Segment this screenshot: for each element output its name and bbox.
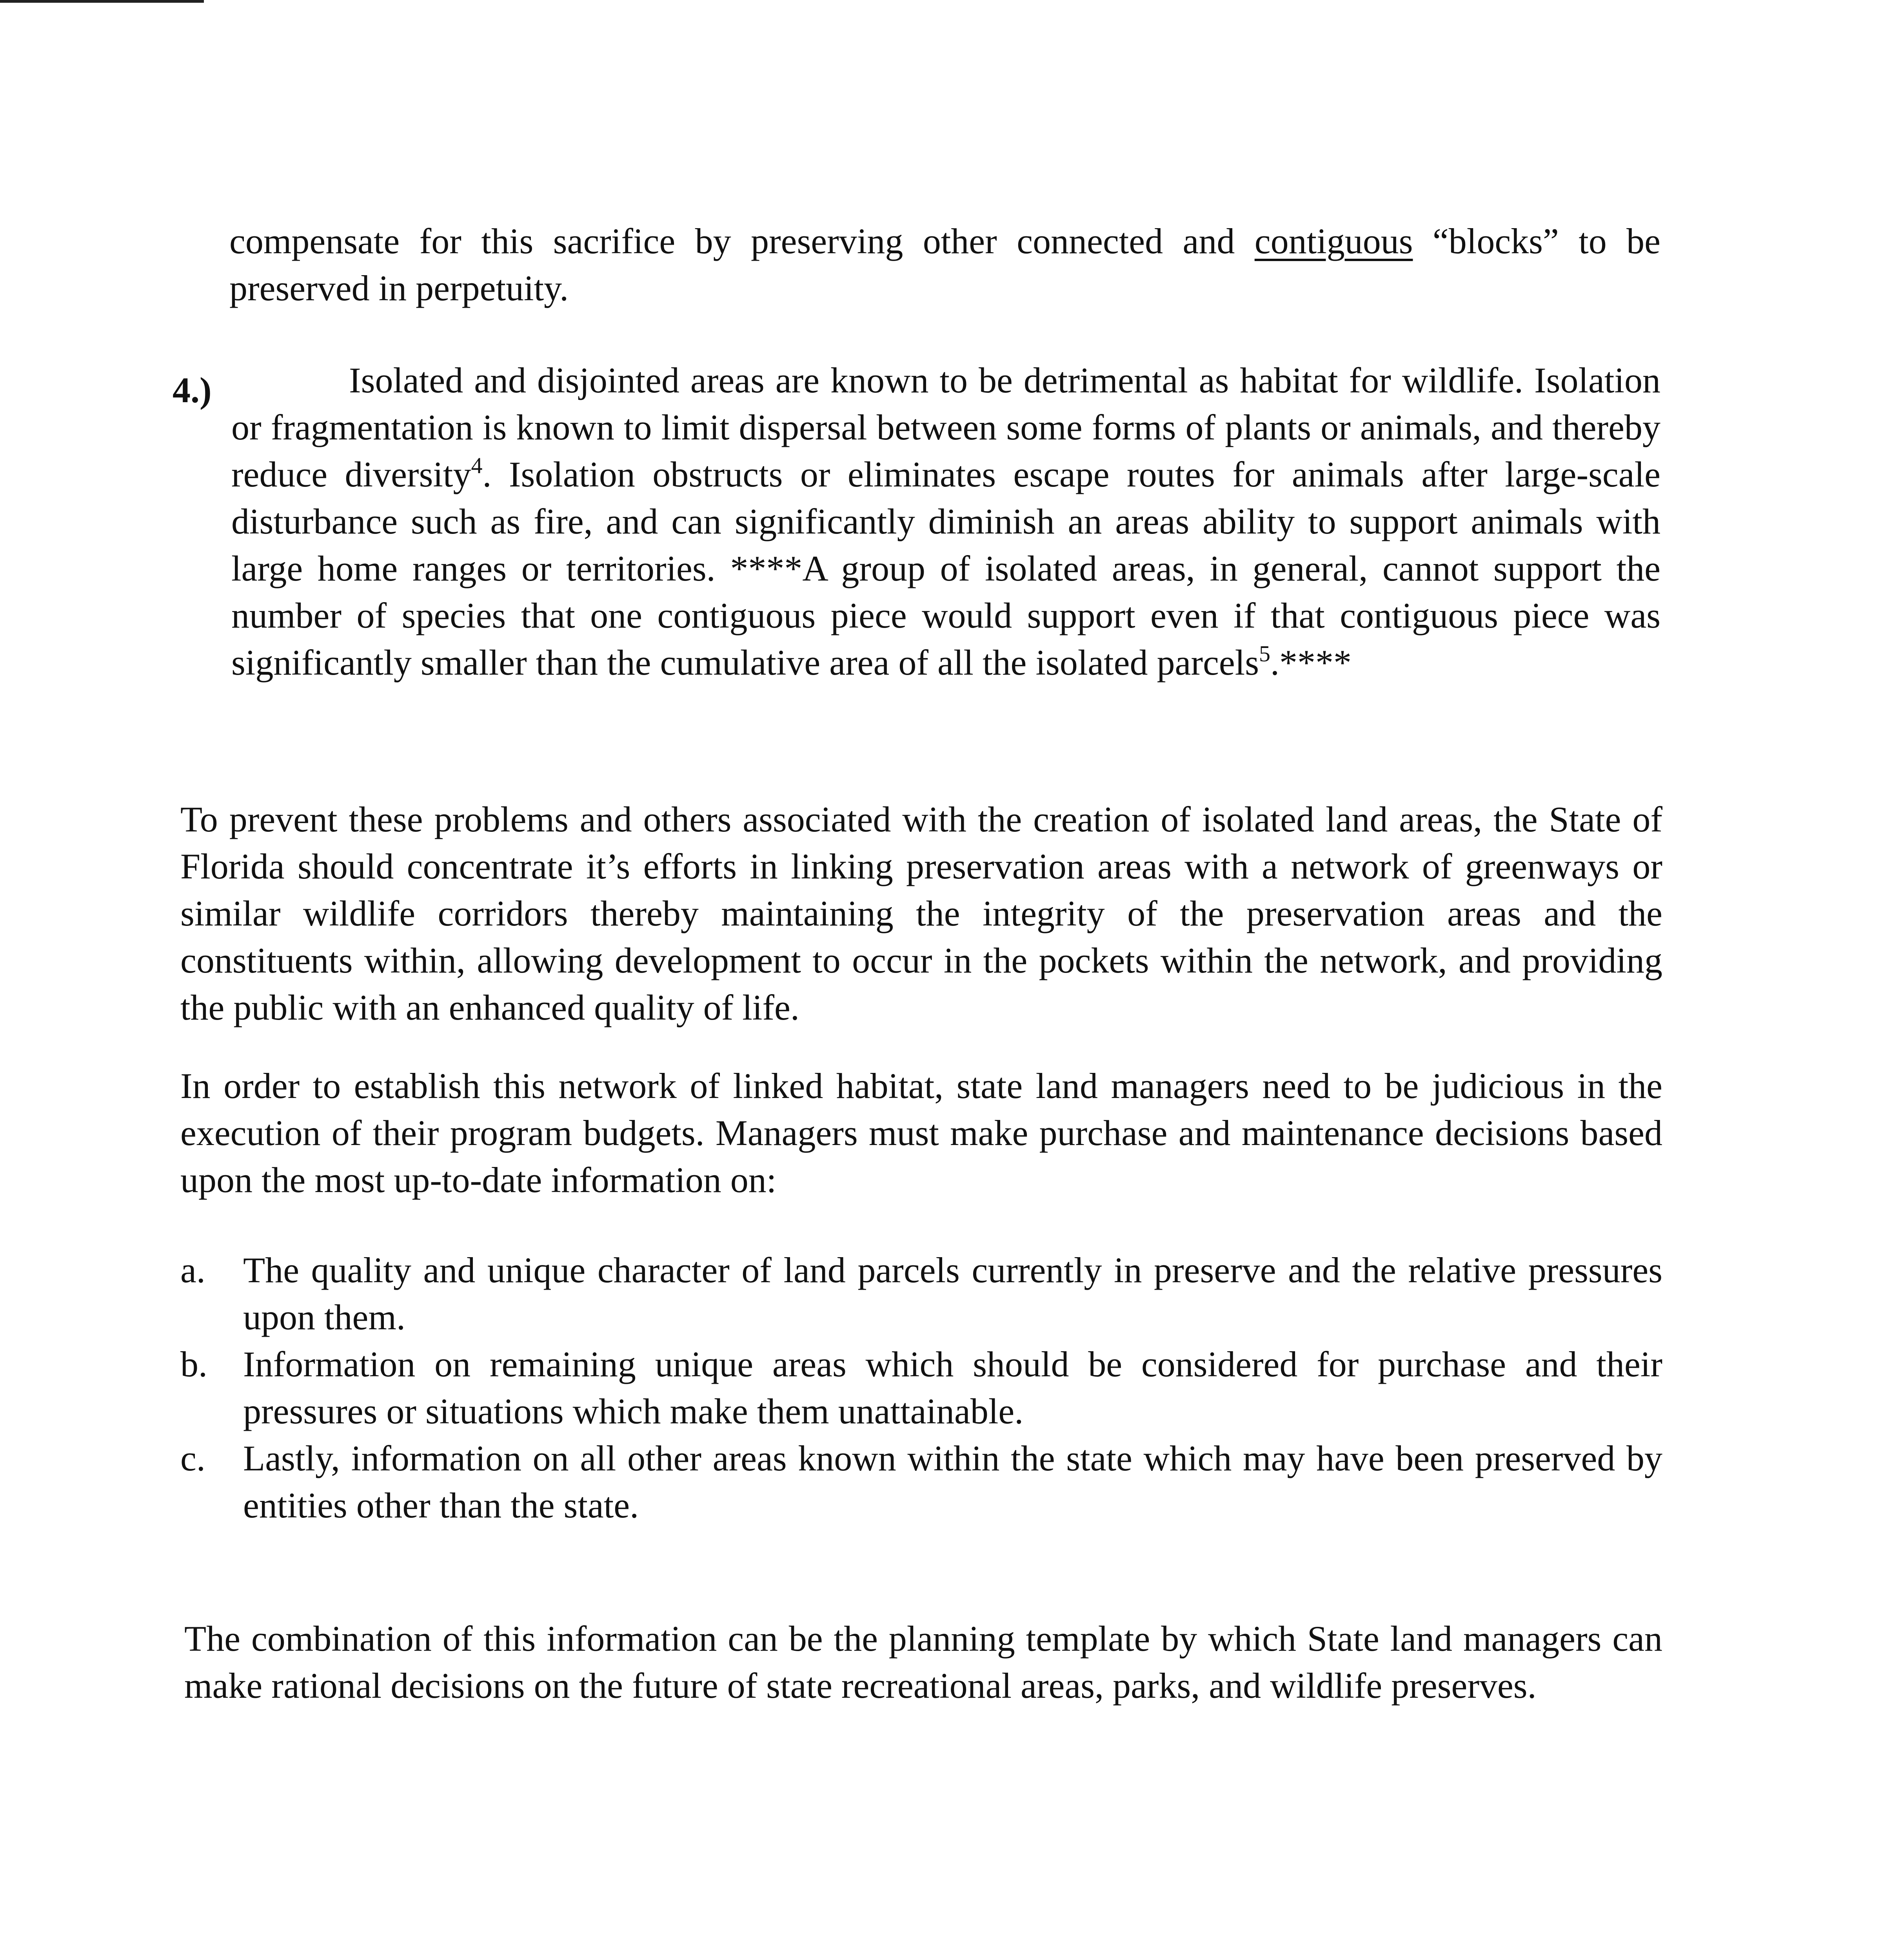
item-4-text-part3: .**** [1270, 642, 1352, 682]
contiguous-underlined-word: contiguous [1254, 221, 1413, 261]
item-4-number: 4.) [173, 370, 212, 410]
scan-edge-mark [0, 0, 204, 3]
item-4-text-part1: Isolated and disjointed areas are known to be detrimental as habitat for wildlife. Isolation or fragmentation is known to limit dispersal between some forms of plants or animals, and thereby reduce diversity [231, 360, 1660, 494]
footnote-ref-5: 5 [1259, 641, 1271, 666]
list-item-text: Lastly, information on all other areas known within the state which may have been preserved by entities other than the state. [243, 1438, 1662, 1525]
list-item-text: Information on remaining unique areas which should be considered for purchase and their pressures or situations which make them unattainable. [243, 1344, 1662, 1431]
list-item-label: b. [180, 1344, 207, 1384]
item-4-text-part2: . Isolation obstructs or eliminates escape routes for animals after large-scale disturbance such as fire, and can significantly diminish an areas ability to support animals with large home ranges or territories. ****A group of isolated areas, in general, cannot support the number of species that one contiguous piece would support even if that contiguous piece was significantly smaller than the cumulative area of all the isolated parcels [231, 454, 1660, 682]
footnote-ref-4: 4 [471, 453, 483, 478]
continuation-text-after: “blocks” to be preserved in perpetuity. [229, 221, 1661, 308]
list-item-text: The quality and unique character of land parcels currently in preserve and the relative pressures upon them. [243, 1250, 1662, 1337]
prevent-paragraph: To prevent these problems and others associated with the creation of isolated land areas, the State of Florida should concentrate it’s efforts in linking preservation areas with a network of greenways or similar wildlife corridors thereby maintaining the integrity of the preservation areas and the constituents within, allowing development to occur in the pockets within the network, and providing the public with an enhanced quality of life. [180, 799, 1662, 1027]
item-4-paragraph [231, 357, 1660, 686]
combination-paragraph: The combination of this information can be the planning template by which State land managers can make rational decisions on the future of state recreational areas, parks, and wildlife preserves. [184, 1619, 1662, 1706]
continuation-text-before: compensate for this sacrifice by preserving other connected and [229, 221, 1255, 261]
order-paragraph: In order to establish this network of linked habitat, state land managers need to be judicious in the execution of their program budgets. Managers must make purchase and maintenance decisions based upon the most up-to-date information on: [180, 1066, 1662, 1200]
list-item-label: a. [180, 1250, 205, 1290]
list-item-label: c. [180, 1438, 205, 1478]
continuation-paragraph [229, 218, 1660, 312]
